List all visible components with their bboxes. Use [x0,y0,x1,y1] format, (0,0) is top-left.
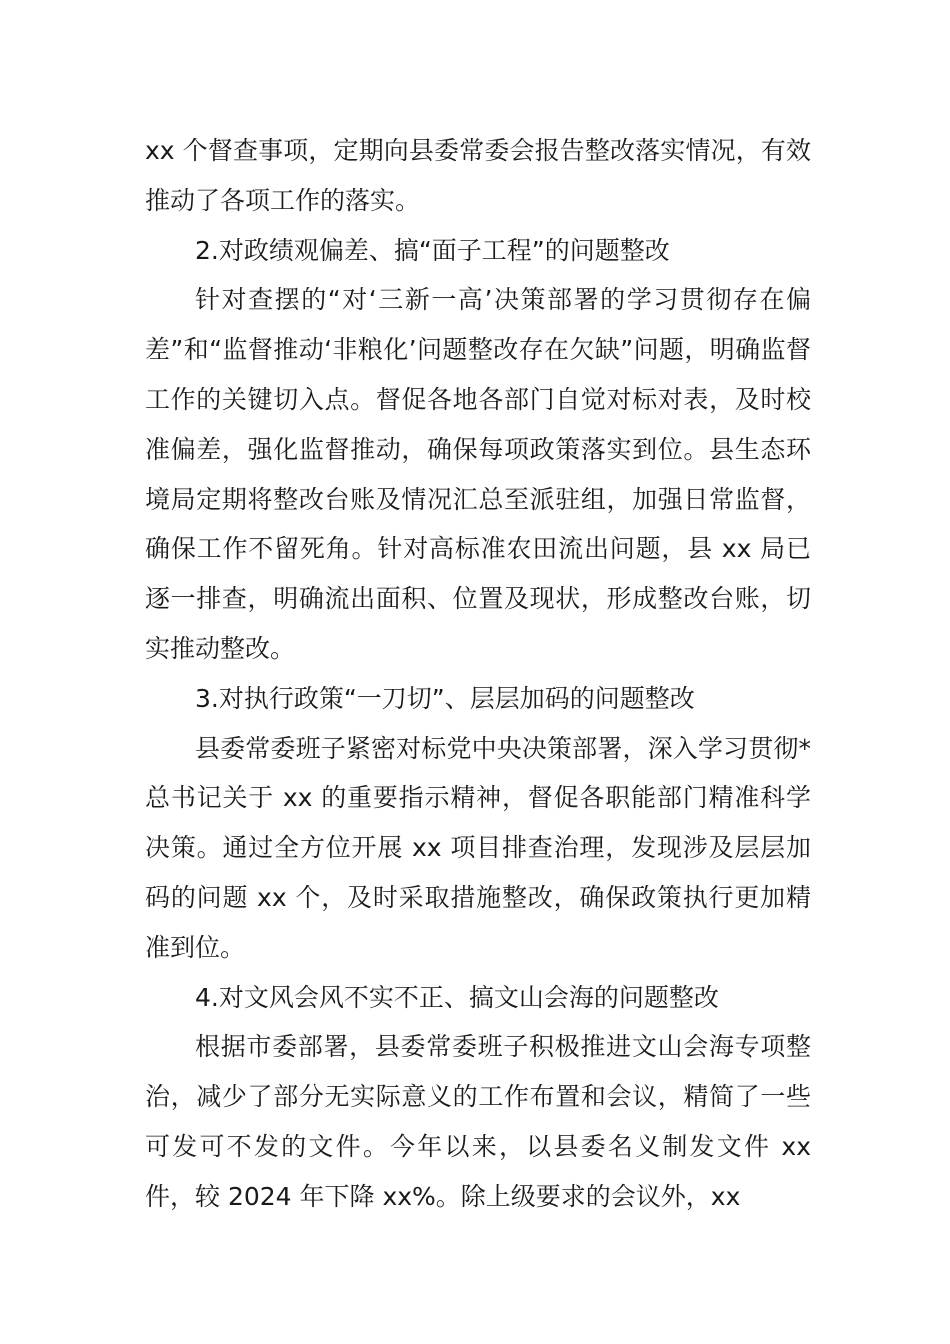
continuation-paragraph: xx 个督查事项，定期向县委常委会报告整改落实情况，有效推动了各项工作的落实。 [145,136,811,215]
section-heading-4: 4.对文风会风不实不正、搞文山会海的问题整改 [195,982,719,1012]
paragraph-section-2: 针对查摆的“对‘三新一高’决策部署的学习贯彻存在偏差”和“监督推动‘非粮化’问题整改存在欠缺”问题，明确监督工作的关键切入点。督促各地各部门自觉对标对表，及时校准偏差，强化监督推动，确保每项政策落实到位。县生态环境局定期将整改台账及情况汇总至派驻组，加强日常监督，确保工作不留死角。针对高标准农田流出问题，县 xx 局已逐一排查，明确流出面积、位置及现状，形成整改台账，切实推动整改。 [145,285,811,663]
paragraph-section-3: 县委常委班子紧密对标党中央决策部署，深入学习贯彻*总书记关于 xx 的重要指示精神，督促各职能部门精准科学决策。通过全方位开展 xx 项目排查治理，发现涉及层层加码的问题 xx 个，及时采取措施整改，确保政策执行更加精准到位。 [145,733,811,962]
section-heading-2: 2.对政绩观偏差、搞“面子工程”的问题整改 [195,235,670,265]
section-heading-3: 3.对执行政策“一刀切”、层层加码的问题整改 [195,683,695,713]
document-body [145,126,811,1222]
paragraph-section-4: 根据市委部署，县委常委班子积极推进文山会海专项整治，减少了部分无实际意义的工作布置和会议，精简了一些可发可不发的文件。今年以来，以县委名义制发文件 xx 件，较 2024 年下降 xx%。除上级要求的会议外，xx [145,1032,811,1211]
